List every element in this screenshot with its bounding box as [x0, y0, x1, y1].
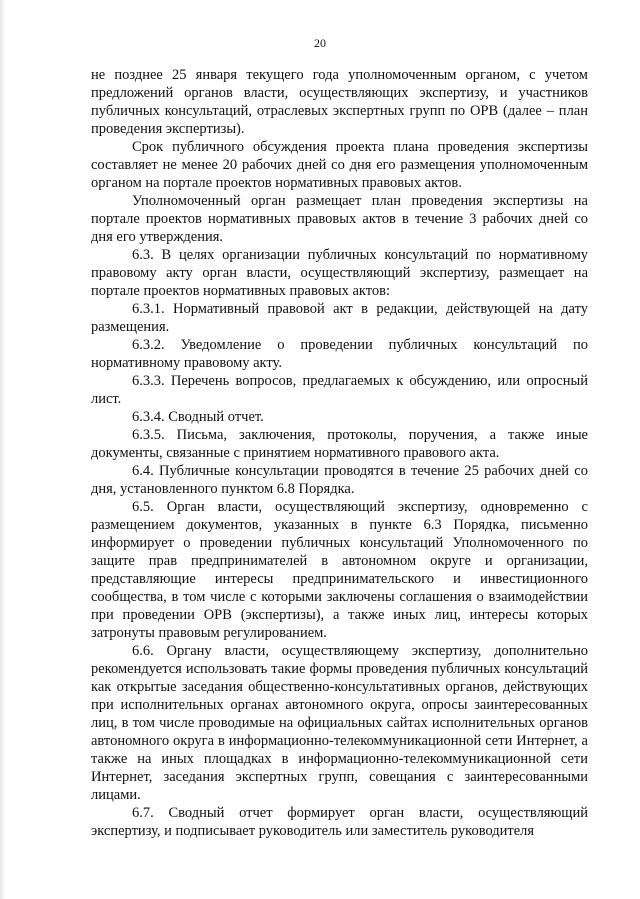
paragraph: 6.3.1. Нормативный правовой акт в редакции, действующей на дату размещения. — [91, 301, 588, 335]
paragraph: 6.4. Публичные консультации проводятся в течение 25 рабочих дней со дня, установленного пунктом 6.8 Порядка. — [91, 463, 588, 497]
scan-edge — [0, 0, 6, 899]
paragraph: 6.3. В целях организации публичных консультаций по нормативному правовому акту орган власти, осуществляющий экспертизу, размещает на портале проектов нормативных правовых актов: — [91, 247, 588, 299]
paragraph: 6.3.4. Сводный отчет. — [132, 409, 264, 425]
paragraph: 6.3.5. Письма, заключения, протоколы, поручения, а также иные документы, связанные с принятием нормативного правового акта. — [91, 427, 588, 461]
paragraph: 6.3.3. Перечень вопросов, предлагаемых к обсуждению, или опросный лист. — [91, 373, 588, 407]
paragraph: 6.7. Сводный отчет формирует орган власти, осуществляющий экспертизу, и подписывает руководитель или заместитель руководителя — [91, 805, 588, 839]
paragraph: Уполномоченный орган размещает план проведения экспертизы на портале проектов нормативных правовых актов в течение 3 рабочих дней со дня его утверждения. — [91, 193, 588, 245]
paragraph: 6.6. Органу власти, осуществляющему экспертизу, дополнительно рекомендуется использовать такие формы проведения публичных консультаций как открытые заседания общественно-консультативных органов, действующих при исполнительных органах автономного округа, опросы заинтересованных лиц, в том числе проводимые на официальных сайтах исполнительных органов автономного округа в информационно-телекоммуникационной сети Интернет, а также на иных площадках в информационно-телекоммуникационной сети Интернет, заседания экспертных групп, совещания с заинтересованными лицами. — [91, 643, 588, 803]
paragraph: 6.3.2. Уведомление о проведении публичных консультаций по нормативному правовому акту. — [91, 337, 588, 371]
paragraph: не позднее 25 января текущего года уполномоченным органом, с учетом предложений органов власти, осуществляющих экспертизу, и участников публичных консультаций, отраслевых экспертных групп по ОРВ (далее – план проведения экспертизы). — [91, 67, 588, 137]
page-number: 20 — [314, 36, 326, 50]
paragraph: 6.5. Орган власти, осуществляющий экспертизу, одновременно с размещением документов, указанных в пункте 6.3 Порядка, письменно информирует о проведении публичных консультаций Уполномоченного по защите прав предпринимателей в автономном округе и организации, представляющие интересы предпринимательского и инвестиционного сообщества, в том числе с которыми заключены соглашения о взаимодействии при проведении ОРВ (экспертизы), а также иных лиц, интересы которых затронуты правовым регулированием. — [91, 499, 588, 641]
paragraph: Срок публичного обсуждения проекта плана проведения экспертизы составляет не менее 20 рабочих дней со дня его размещения уполномоченным органом на портале проектов нормативных правовых актов. — [91, 139, 588, 191]
document-body — [91, 66, 588, 840]
